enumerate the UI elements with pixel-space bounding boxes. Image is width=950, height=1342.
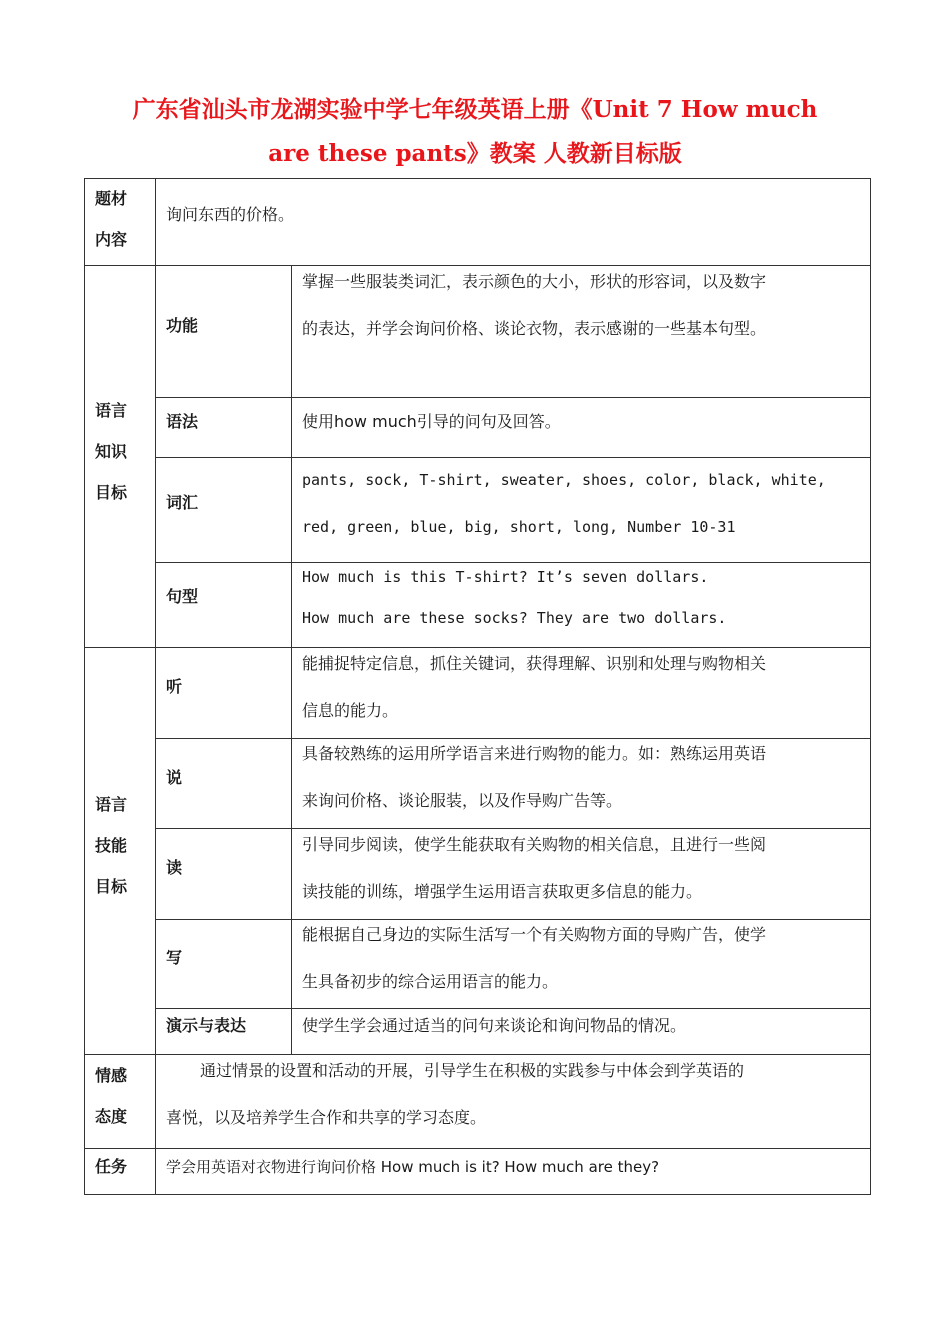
table-border-bottom: [84, 1194, 871, 1195]
language-skills-line-1: 语言: [95, 795, 128, 814]
row-divider: [155, 1008, 871, 1009]
writing-line-1: 能根据自己身边的实际生活写一个有关购物方面的导购广告，使学: [302, 925, 767, 944]
title-line-1: 广东省汕头市龙湖实验中学七年级英语上册《Unit 7 How much: [132, 96, 818, 123]
listening-line-1: 能捕捉特定信息，抓住关键词，获得理解、识别和处理与购物相关: [302, 654, 767, 673]
language-skills-line-3: 目标: [95, 877, 128, 896]
listening-content: [302, 640, 766, 734]
reading-line-2: 读技能的训练，增强学生运用语言获取更多信息的能力。: [302, 882, 703, 901]
listening-line-2: 信息的能力。: [302, 701, 399, 720]
row-divider: [84, 1148, 871, 1149]
reading-line-1: 引导同步阅读，使学生能获取有关购物的相关信息，且进行一些阅: [302, 835, 767, 854]
presentation-label: 演示与表达: [166, 1016, 247, 1035]
document-title: [0, 88, 950, 176]
vocabulary-label: 词汇: [166, 493, 199, 512]
sentence-pattern-line-2: How much are these socks? They are two dollars.: [302, 609, 727, 627]
vocabulary-content: [302, 457, 826, 551]
task-content: 学会用英语对衣物进行询问价格 How much is it? How much are they?: [166, 1158, 660, 1176]
grammar-content: 使用how much引导的问句及回答。: [302, 412, 561, 431]
emotion-attitude-content: [166, 1047, 744, 1141]
function-line-1: 掌握一些服装类词汇，表示颜色的大小，形状的形容词，以及数字: [302, 272, 767, 291]
emotion-attitude-line-2-text: 喜悦，以及培养学生合作和共享的学习态度。: [166, 1108, 487, 1127]
table-border-top: [84, 178, 871, 179]
lesson-plan-table: [84, 178, 871, 1195]
sentence-pattern-content: [302, 557, 726, 639]
language-knowledge-line-3: 目标: [95, 483, 128, 502]
function-label: 功能: [166, 316, 199, 335]
title-line-2: are these pants》教案 人教新目标版: [268, 140, 682, 167]
topic-label-line-2: 内容: [95, 230, 128, 249]
writing-content: [302, 911, 766, 1005]
language-skills-line-2: 技能: [95, 836, 128, 855]
language-knowledge-line-2: 知识: [95, 442, 128, 461]
vocabulary-line-1: pants, sock, T-shirt, sweater, shoes, color, black, white,: [302, 471, 826, 489]
emotion-attitude-line-1-text: 通过情景的设置和活动的开展，引导学生在积极的实践参与中体会到学英语的: [200, 1061, 745, 1080]
language-knowledge-label: [95, 390, 127, 513]
grammar-label: 语法: [166, 412, 199, 431]
table-border-left: [84, 178, 85, 1195]
topic-label: [95, 178, 127, 260]
vocabulary-line-2: red, green, blue, big, short, long, Number 10-31: [302, 518, 736, 536]
speaking-label: 说: [166, 768, 183, 787]
writing-label: 写: [166, 948, 183, 967]
function-line-2: 的表达，并学会询问价格、谈论衣物，表示感谢的一些基本句型。: [302, 319, 767, 338]
writing-line-2: 生具备初步的综合运用语言的能力。: [302, 972, 559, 991]
emotion-attitude-label: [95, 1055, 127, 1137]
topic-content: 询问东西的价格。: [166, 205, 295, 224]
sentence-pattern-line-1: How much is this T-shirt? It’s seven dollars.: [302, 568, 709, 586]
speaking-line-1: 具备较熟练的运用所学语言来进行购物的能力。如：熟练运用英语: [302, 744, 767, 763]
reading-content: [302, 821, 766, 915]
sentence-pattern-label: 句型: [166, 587, 199, 606]
language-knowledge-line-1: 语言: [95, 401, 128, 420]
listening-label: 听: [166, 677, 183, 696]
reading-label: 读: [166, 858, 183, 877]
table-border-right: [870, 178, 871, 1195]
speaking-content: [302, 730, 766, 824]
row-divider: [155, 397, 871, 398]
function-content: [302, 258, 766, 352]
column-divider: [155, 178, 156, 1195]
topic-label-line-1: 题材: [95, 189, 128, 208]
language-skills-label: [95, 784, 127, 907]
column-divider: [291, 265, 292, 1054]
task-label: 任务: [95, 1157, 128, 1176]
emotion-attitude-line-1: 情感: [95, 1066, 128, 1085]
presentation-content: 使学生学会通过适当的问句来谈论和询问物品的情况。: [302, 1016, 687, 1035]
speaking-line-2: 来询问价格、谈论服装，以及作导购广告等。: [302, 791, 623, 810]
emotion-attitude-line-2: 态度: [95, 1107, 128, 1126]
